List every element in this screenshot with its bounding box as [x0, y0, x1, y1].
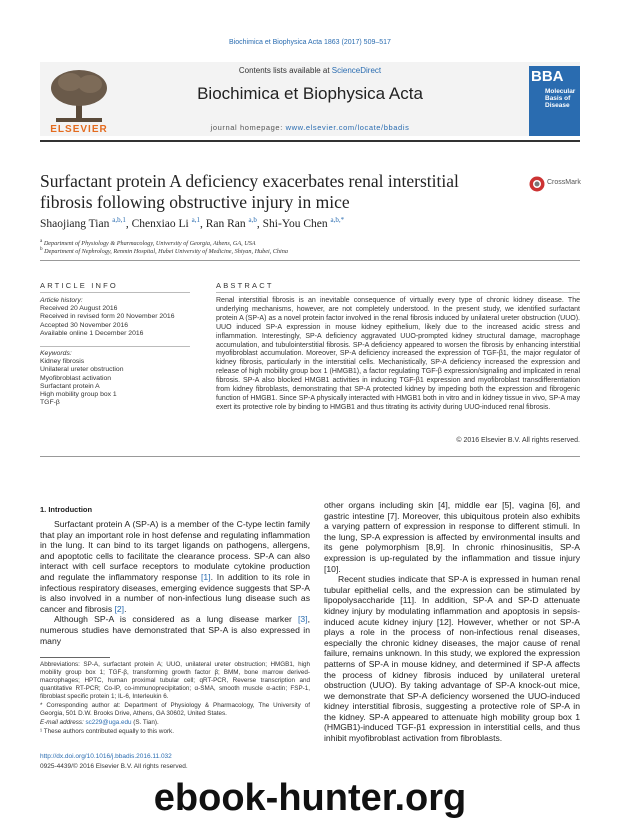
text-run: , numerous studies have demonstrated that SP-A is also expressed in many	[40, 614, 310, 646]
copyright: © 2016 Elsevier B.V. All rights reserved.	[456, 437, 580, 444]
affiliation-text: Department of Nephrology, Renmin Hospital, Hubei University of Medicine, Shiyan, Hubei, China	[44, 248, 288, 256]
history-item: Received in revised form 20 November 2016	[40, 313, 175, 321]
author-sup[interactable]: a,b,*	[330, 216, 345, 224]
watermark: ebook-hunter.org	[153, 777, 467, 819]
footnotes	[40, 661, 310, 737]
publisher-logo-text: ELSEVIER	[50, 124, 108, 135]
paragraph: Recent studies indicate that SP-A is expressed in human renal tubular epithelial cells, and the expression can be stimulated by lipopolysaccharide [11]. In addition, SP-A and SP-D attenuate kidney injury by modulating inflammation and apoptosis in sepsis-induced acute kidney injury [12]. However, whether or not SP-A plays a role in the process of non-infectious renal diseases, especially the chronic kidney diseases, the major cause of renal failure, remains unknown. In this study, we explored the expression patterns of SP-A in mouse kidney, and determined if SP-A affects the process of kidney fibrosis induced by unilateral ureteral obstruction (UUO). By taking advantage of SP-A knock-out mice, we demonstrate that SP-A deficiency worsened the UUO-induced kidney interstitial fibrosis, suggesting a protective role of SP-A in the kidney. SP-A appeared to attenuate high mobility group box 1 (HMGB1)-induced TGF-β1 expression in interstitial cells, and thus inhibit myofibroblast activation from fibroblasts.	[324, 574, 580, 744]
affiliation-text: Department of Physiology & Pharmacology, University of Georgia, Athens, GA, USA	[43, 240, 256, 248]
crossmark-label: CrossMark	[547, 179, 581, 186]
contents-line	[0, 66, 620, 75]
affiliation-sup: a	[40, 238, 43, 244]
author-name: Shaojiang Tian	[40, 217, 110, 230]
keywords-rule	[40, 346, 190, 347]
article-title: Surfactant protein A deficiency exacerbates renal interstitial fibrosis following obstructive injury in mice	[40, 171, 459, 212]
citation-link[interactable]: [3]	[298, 614, 308, 625]
article-info-heading: ARTICLE INFO	[40, 281, 118, 290]
crossmark-icon	[529, 176, 545, 192]
issn-line: 0925-4439/© 2016 Elsevier B.V. All rights reserved.	[40, 763, 188, 770]
history-item: Available online 1 December 2016	[40, 329, 144, 337]
contents-prefix: Contents lists available at	[238, 66, 332, 75]
intro-heading: 1. Introduction	[40, 505, 93, 514]
keyword: High mobility group box 1	[40, 391, 117, 399]
text-run: . In addition to its role in infectious respiratory diseases, emerging evidence suggests that SP-A is also involved in a number of non-infectious lung disease such as cancer and fibrosis	[40, 571, 310, 614]
homepage-link[interactable]: www.elsevier.com/locate/bbadis	[285, 123, 410, 132]
author-name: Ran Ran	[205, 217, 246, 230]
doi-link[interactable]: http://dx.doi.org/10.1016/j.bbadis.2016.11.032	[40, 753, 172, 760]
article-info-rule	[40, 292, 190, 293]
citation-link[interactable]: [2]	[114, 603, 125, 614]
keywords	[40, 350, 190, 407]
header-rule	[40, 140, 580, 142]
abstract-heading: ABSTRACT	[216, 281, 274, 290]
email-link[interactable]: sc229@uga.edu	[85, 719, 132, 726]
abstract-bottom-rule	[40, 456, 580, 457]
author-name: Chenxiao Li	[131, 217, 189, 230]
cover-subtitle: Molecular Basis of Disease	[545, 88, 576, 109]
abstract-rule	[216, 292, 580, 293]
cover-title: BBA	[531, 68, 564, 85]
author-sup[interactable]: a,b,1	[112, 216, 126, 224]
footnote-equal-contribution: ¹ These authors contributed equally to this work.	[40, 728, 174, 735]
history-label: Article history:	[40, 297, 83, 304]
homepage-prefix: journal homepage:	[210, 123, 286, 132]
email-label: E-mail address:	[40, 719, 86, 726]
text-run: Although SP-A is considered as a lung disease marker	[54, 614, 299, 625]
paragraph: other organs including skin [4], middle ear [5], vagina [6], and gastric intestine [7]. Moreover, this ubiquitous protein also exhibits a varying pattern of expression in response to different stimuli. In the lung, SP-A expression is affected by environmental insults and its gene polymorphism [8,9]. In chronic rhinosinusitis, SP-A expression is up-regulated by the inflammation and tissue injury [10].	[324, 500, 580, 574]
sciencedirect-link[interactable]: ScienceDirect	[331, 66, 382, 75]
crossmark-badge[interactable]	[529, 176, 581, 192]
text-run: Surfactant protein A (SP-A) is a member of the C-type lectin family that play an important role in host defense and regulating inflammation in the lung. It can bind to its target ligands on pathogens, allergens, and apoptotic cells to facilitate the clearance process. SP-A can also interact with cell surface receptors to modulate cytokine production and regulate the inflammatory response	[40, 519, 310, 582]
section-rule	[40, 260, 580, 261]
author-sup[interactable]: a,1	[191, 216, 200, 224]
keywords-label: Keywords:	[40, 350, 72, 357]
article-history	[40, 297, 190, 338]
running-head: Biochimica et Biophysica Acta 1863 (2017) 509–517	[229, 39, 391, 46]
left-column	[40, 519, 310, 646]
email-tail: (S. Tian).	[131, 719, 159, 726]
abstract-text: Renal interstitial fibrosis is an inevitable consequence of virtually every type of chronic kidney disease. The underlying mechanisms, however, are not completely understood. In the present study, we identified surfactant protein A (SP-A) as a novel protein factor involved in the renal fibrosis induced by unilateral ureter obstruction (UUO). UUO induced SP-A expression in mouse kidney epithelium, likely due to the increased acidic stress and inflammation. Interestingly, SP-A deficiency aggravated UUO-prompted kidney structural damage, macrophage accumulation, and tubulointerstitial fibrosis. SP-A deficiency appeared to worsen the fibrosis by enhancing interstitial myofibroblast accumulation. Moreover, SP-A deficiency increased the expression of TGF-β1, the major regulator of kidney fibrosis, particularly in the interstitial cells. Mechanistically, SP-A deficiency increased the expression and release of high mobility group box 1 (HMGB1), a factor regulating TGF-β expression/signaling and implicated in renal fibrosis. SP-A also blocked HMGB1 activities in inducing TGF-β1 expression and myofibroblast transdifferentiation from kidney fibroblasts, demonstrating that SP-A protected kidney by impeding both the expression and fibrogenic function of HMGB1. Since SP-A physically interacted with HMGB1 both in vitro and in kidney tissue in vivo, SP-A may exert its protective role by binding to HMGB1 and thus titrating its activity during UUO-induced renal fibrosis.	[216, 297, 580, 411]
affiliation	[40, 246, 580, 255]
author-list: Shaojiang Tian $^{a,b,1}$, Chenxiao Li $^{a,1}$, Ran Ran $^{a,b}$, Shi-You Chen $^{a,b,*}$	[40, 216, 345, 230]
right-column	[324, 500, 580, 744]
paragraph	[40, 614, 310, 646]
author-sup[interactable]: a,b	[248, 216, 257, 224]
footnote-rule	[40, 657, 110, 658]
citation-link[interactable]: [1]	[201, 571, 211, 582]
footnote-corresponding: * Corresponding author at: Department of Physiology & Pharmacology, The University of Georgia, 501 D.W. Brooks Drive, Athens, GA 30602, United States.	[40, 702, 310, 717]
keyword: Unilateral ureter obstruction	[40, 366, 124, 374]
paragraph: Surfactant protein A (SP-A) is a member of the C-type lectin family that play an important role in host defense and regulating inflammation in the lung. It can bind to its target ligands on pathogens, allergens, and apoptotic cells to facilitate the clearance process. SP-A can also interact with cell surface receptors to modulate cytokine production and regulate the inflammatory response [1]. In addition to its role in infectious respiratory diseases, emerging evidence suggests that SP-A is also involved in a number of non-infectious lung disease such as cancer and fibrosis [2].	[40, 519, 310, 614]
footnote-email	[40, 719, 310, 727]
keyword: Surfactant protein A	[40, 382, 100, 390]
journal-name: Biochimica et Biophysica Acta	[197, 84, 423, 103]
history-item: Accepted 30 November 2016	[40, 321, 129, 329]
footnote-abbreviations: Abbreviations: SP-A, surfactant protein A; UUO, unilateral ureter obstruction; HMGB1, high mobility group box 1; TGF-β, transforming growth factor β; BMM, bone marrow derived-macrophages; HPTC, human proximal tubular cell; qRT-PCR, Reverse transcription and quantitative RT-PCR; Co-IP, co-immunoprecipitation; α-SMA, smooth muscle α-actin; FSP-1, fibroblast specific protein 1; IL-6, Interleukin 6.	[40, 661, 310, 700]
author-name: Shi-You Chen	[262, 217, 328, 230]
keyword: Myofibroblast activation	[40, 374, 112, 382]
keyword: Kidney fibrosis	[40, 358, 85, 366]
history-item: Received 20 August 2016	[40, 305, 118, 313]
journal-homepage	[0, 123, 620, 132]
affiliation-sup: b	[40, 246, 43, 252]
keyword: TGF-β	[40, 399, 60, 407]
